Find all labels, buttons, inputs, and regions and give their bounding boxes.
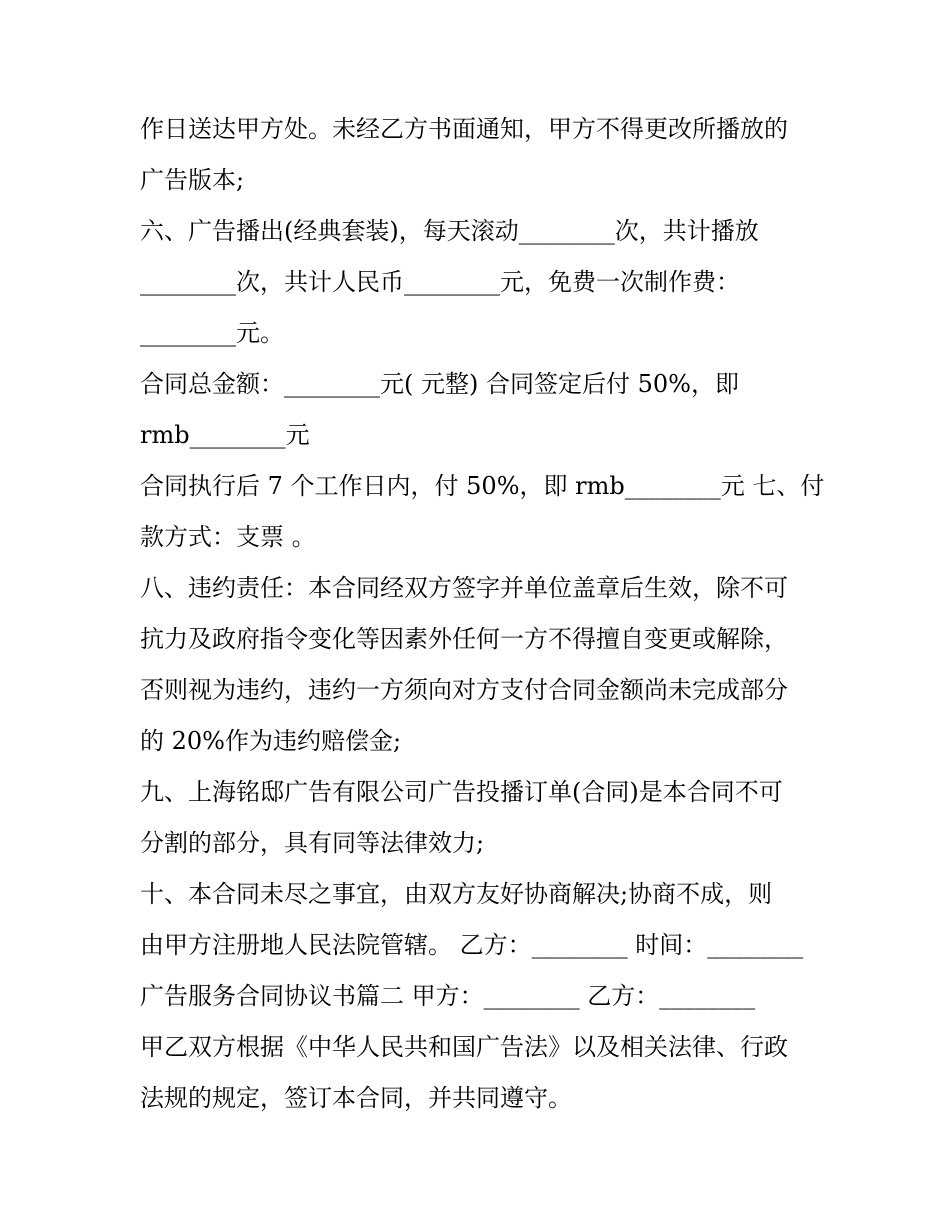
text-line-18: 广告服务合同协议书篇二 甲方：________ 乙方：________ — [140, 982, 756, 1010]
text-line-8: 合同执行后 7 个工作日内，付 50%，即 rmb________元 七、付 — [140, 472, 825, 500]
text-line-10: 八、违约责任：本合同经双方签字并单位盖章后生效，除不可 — [140, 574, 788, 602]
text-line-19: 甲乙双方根据《中华人民共和国广告法》以及相关法律、行政 — [140, 1033, 788, 1061]
contract-text — [140, 104, 825, 1124]
text-line-11: 抗力及政府指令变化等因素外任何一方不得擅自变更或解除， — [140, 625, 788, 653]
text-line-7: rmb________元 — [140, 421, 310, 449]
text-line-15: 分割的部分，具有同等法律效力; — [140, 829, 485, 857]
text-line-6: 合同总金额：________元( 元整) 合同签定后付 50%，即 — [140, 370, 739, 398]
text-line-4: ________次，共计人民币________元，免费一次制作费： — [140, 268, 740, 296]
text-line-5: ________元。 — [140, 319, 284, 347]
text-line-16: 十、本合同未尽之事宜，由双方友好协商解决;协商不成，则 — [140, 880, 773, 908]
text-line-9: 款方式：支票 。 — [140, 523, 316, 551]
text-line-14: 九、上海铭邸广告有限公司广告投播订单(合同)是本合同不可 — [140, 778, 783, 806]
text-line-3: 六、广告播出(经典套装)，每天滚动________次，共计播放 — [140, 217, 759, 245]
text-line-1: 作日送达甲方处。未经乙方书面通知，甲方不得更改所播放的 — [140, 115, 788, 143]
text-line-13: 的 20%作为违约赔偿金; — [140, 727, 402, 755]
text-line-20: 法规的规定，签订本合同，并共同遵守。 — [140, 1084, 572, 1112]
text-line-2: 广告版本; — [140, 166, 245, 194]
text-line-12: 否则视为违约，违约一方须向对方支付合同金额尚未完成部分 — [140, 676, 788, 704]
text-line-17: 由甲方注册地人民法院管辖。 乙方：________ 时间：________ — [140, 931, 804, 959]
